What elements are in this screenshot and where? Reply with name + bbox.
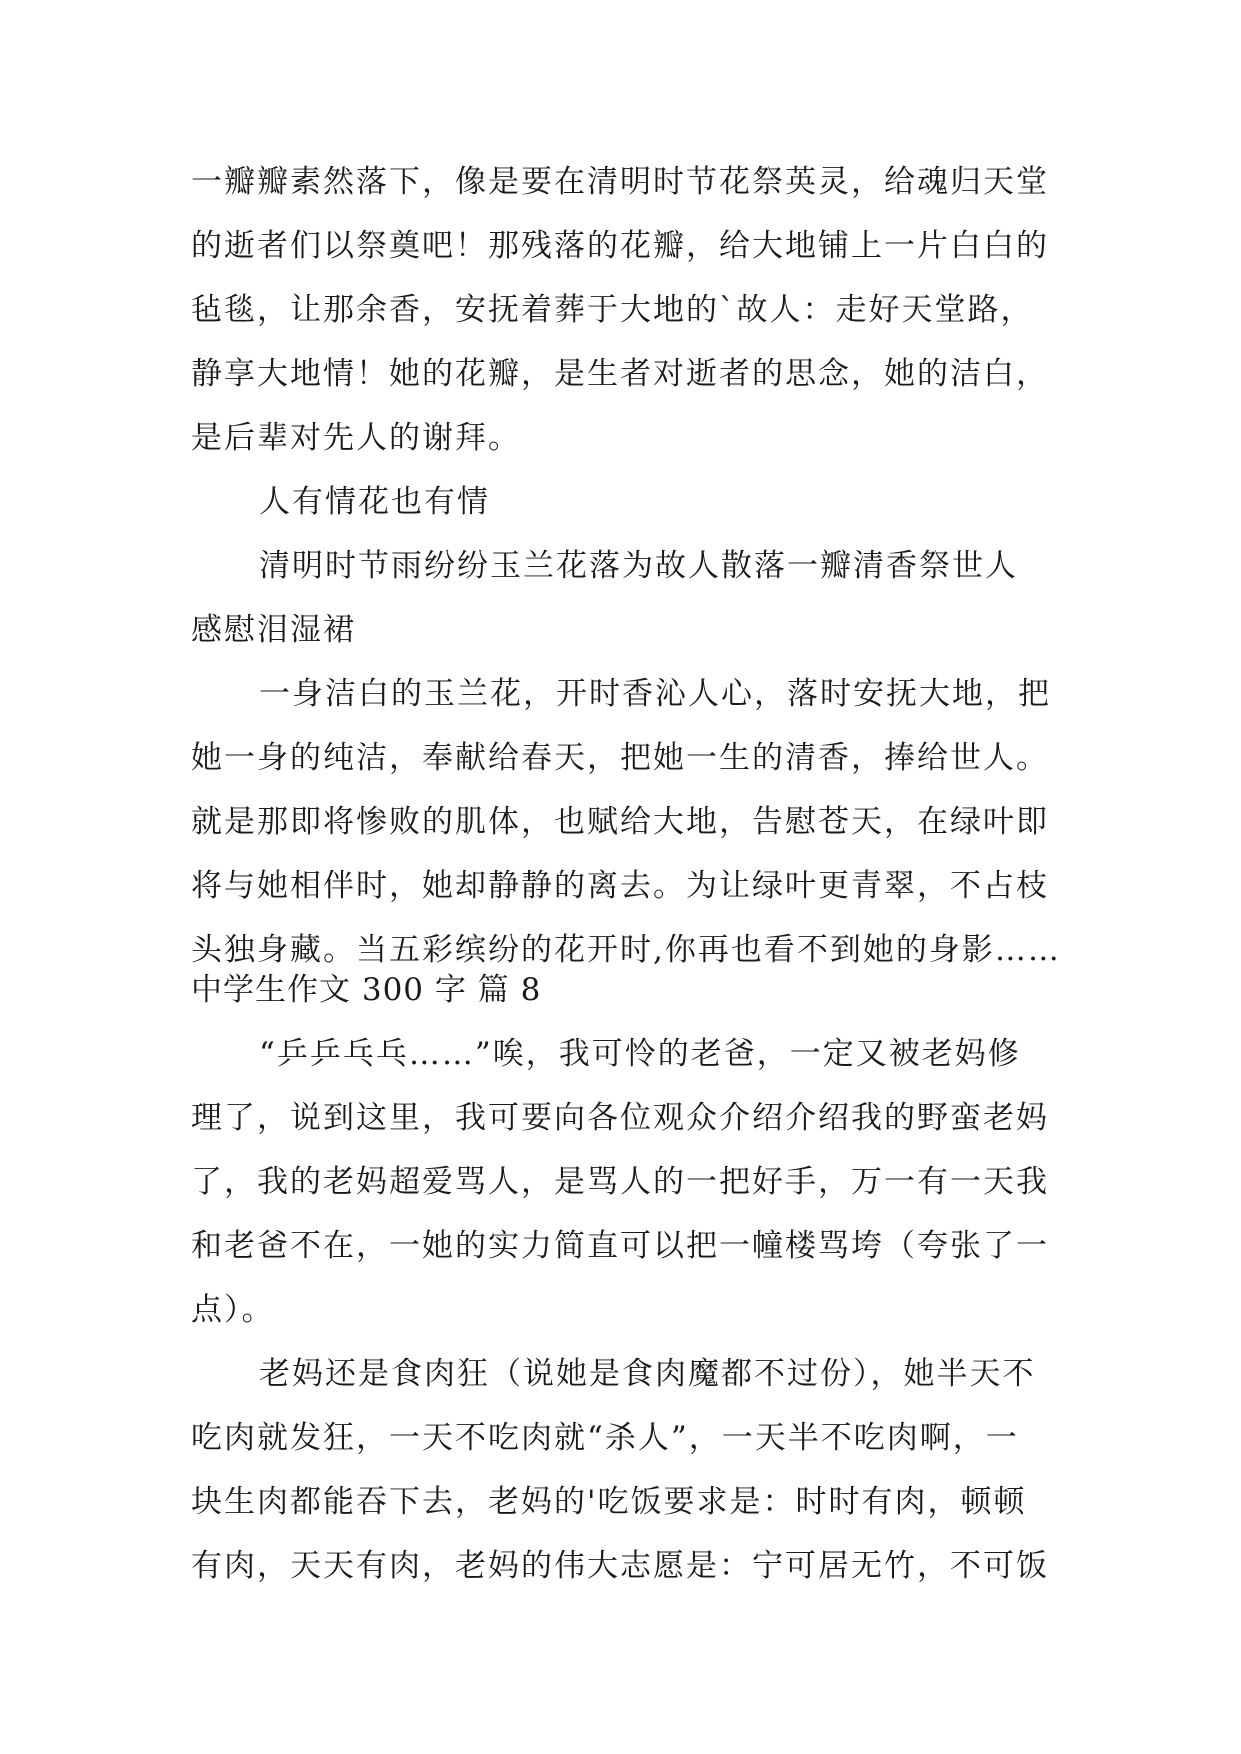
essay-section-2 bbox=[191, 958, 1071, 1598]
text-line: 理了，说到这里，我可要向各位观众介绍介绍我的野蛮老妈 bbox=[191, 1100, 1049, 1136]
text-line: 头独身藏。当五彩缤纷的花开时,你再也看不到她的身影…… bbox=[191, 932, 1061, 968]
text-line: 块生肉都能吞下去，老妈的'吃饭要求是：时时有肉，顿顿 bbox=[191, 1484, 1027, 1520]
text-line: 她一身的纯洁，奉献给春天，把她一生的清香，捧给世人。 bbox=[191, 740, 1049, 776]
text-line: 静享大地情！她的花瓣，是生者对逝者的思念，她的洁白， bbox=[191, 356, 1049, 392]
text-line: 了，我的老妈超爱骂人，是骂人的一把好手，万一有一天我 bbox=[191, 1164, 1049, 1200]
poem-line: 感慰泪湿裙 bbox=[191, 612, 356, 648]
text-line: 的逝者们以祭奠吧！那残落的花瓣，给大地铺上一片白白的 bbox=[191, 228, 1049, 264]
text-line: 就是那即将惨败的肌体，也赋给大地，告慰苍天，在绿叶即 bbox=[191, 804, 1049, 840]
essay-section-1 bbox=[191, 150, 1071, 982]
text-line: 是后辈对先人的谢拜。 bbox=[191, 420, 521, 456]
text-line: 将与她相伴时，她却静静的离去。为让绿叶更青翠，不占枝 bbox=[191, 868, 1049, 904]
text-line: 一瓣瓣素然落下，像是要在清明时节花祭英灵，给魂归天堂 bbox=[191, 164, 1049, 200]
text-line: “乒乒乓乓……”唉，我可怜的老爸，一定又被老妈修 bbox=[259, 1036, 1021, 1072]
essay-heading: 中学生作文 300 字 篇 8 bbox=[191, 972, 542, 1008]
text-line: 和老爸不在，一她的实力简直可以把一幢楼骂垮（夸张了一 bbox=[191, 1228, 1049, 1264]
text-line: 有肉，天天有肉，老妈的伟大志愿是：宁可居无竹，不可饭 bbox=[191, 1548, 1049, 1584]
text-line: 一身洁白的玉兰花，开时香沁人心，落时安抚大地，把 bbox=[259, 676, 1051, 712]
text-line: 吃肉就发狂，一天不吃肉就“杀人”，一天半不吃肉啊，一 bbox=[191, 1420, 1019, 1456]
poem-title: 人有情花也有情 bbox=[259, 484, 490, 520]
text-line: 点）。 bbox=[191, 1292, 275, 1328]
poem-line: 清明时节雨纷纷玉兰花落为故人散落一瓣清香祭世人 bbox=[259, 548, 1018, 584]
text-line: 毡毯，让那余香，安抚着葬于大地的`故人：走好天堂路， bbox=[191, 292, 1034, 328]
text-line: 老妈还是食肉狂（说她是食肉魔都不过份），她半天不 bbox=[259, 1356, 1036, 1392]
